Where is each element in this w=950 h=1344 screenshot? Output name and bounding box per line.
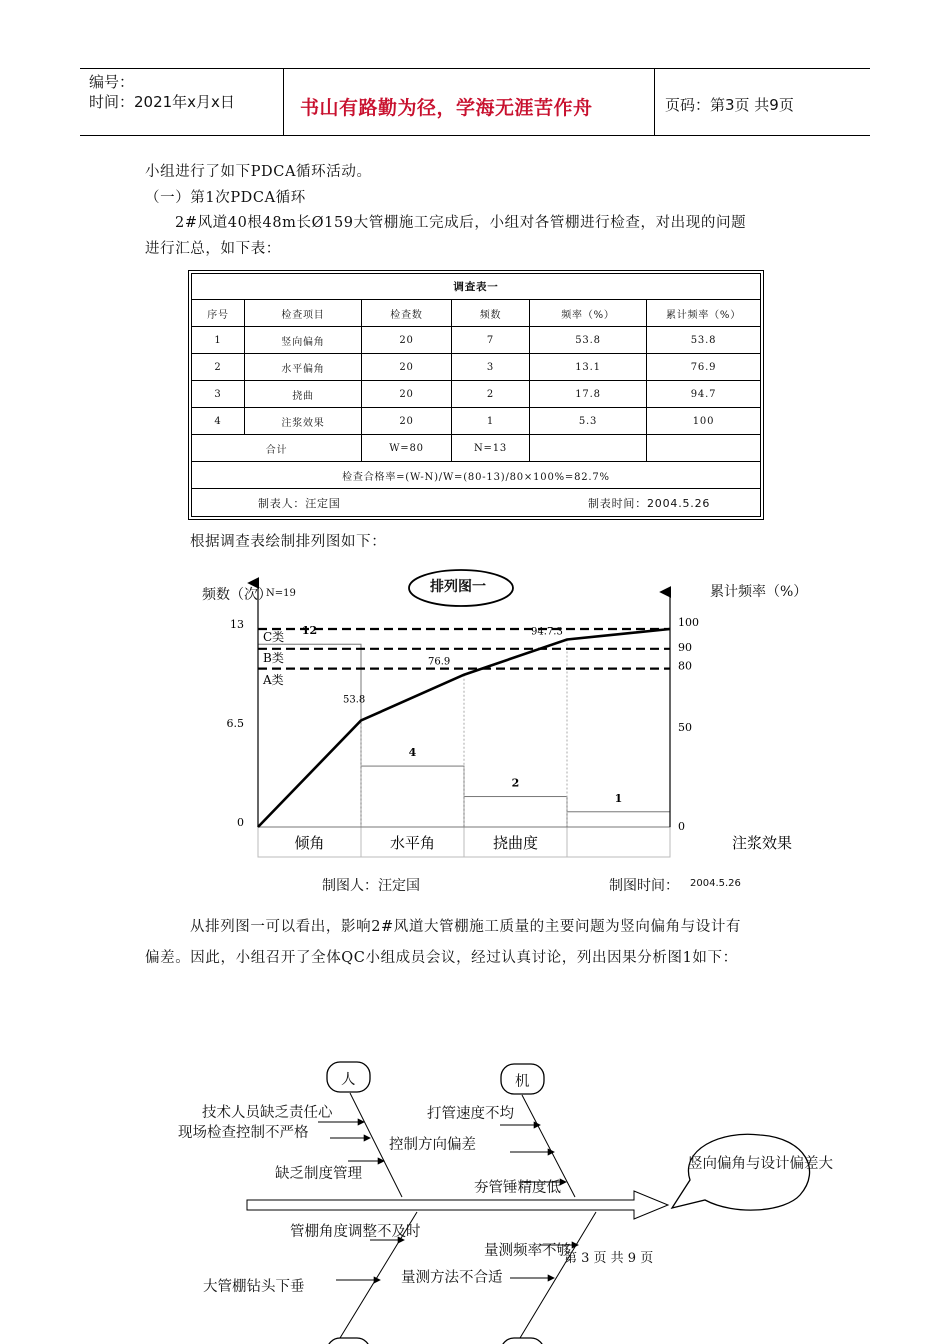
- header-number-label: 编号：: [89, 73, 135, 91]
- right-tick-label: 0: [678, 820, 685, 833]
- cause-label: 夯管锤精度低: [474, 1180, 561, 1196]
- table-cell: 水平偏角: [245, 354, 362, 381]
- cumulative-label: 53.8: [343, 694, 366, 706]
- cumulative-label: 76.9: [428, 656, 451, 668]
- cause-label: 缺乏制度管理: [275, 1166, 362, 1182]
- table-cell: 2: [452, 381, 530, 408]
- right-tick-label: 100: [678, 616, 699, 629]
- class-label: A类: [263, 673, 284, 687]
- category-label-machine: 机: [515, 1074, 530, 1090]
- table-cell: 20: [362, 354, 452, 381]
- paragraph-conclusion-2: 偏差。因此，小组召开了全体QC小组成员会议，经过认真讨论，列出因果分析图1如下：: [145, 950, 738, 966]
- left-tick-label: 6.5: [226, 717, 244, 730]
- table-cell: 竖向偏角: [245, 327, 362, 354]
- right-axis-label: 累计频率（%）: [710, 584, 808, 600]
- table-cell: 1: [192, 327, 245, 354]
- column-header: 频率（%）: [530, 300, 647, 327]
- table-cell: 3: [452, 354, 530, 381]
- table-cell: 7: [452, 327, 530, 354]
- effect-label: 竖向偏角与设计偏差大: [688, 1156, 833, 1172]
- category-label: 倾角: [294, 834, 325, 852]
- table-cell: 4: [192, 408, 245, 435]
- category-label: 注浆效果: [731, 834, 793, 852]
- table-cell: 5.3: [530, 408, 647, 435]
- class-label: B类: [263, 651, 284, 665]
- left-tick-label: 13: [230, 618, 244, 631]
- bar-value-label: 1: [614, 791, 623, 805]
- pass-rate: 检查合格率=(W-N)/W=(80-13)/80×100%=82.7%: [192, 462, 761, 489]
- bar-value-label: 2: [511, 776, 520, 790]
- page-footer-note: 第 3 页 共 9 页: [564, 1251, 654, 1266]
- bar-value-label: 12: [301, 624, 318, 638]
- table-cell: 13.1: [530, 354, 647, 381]
- column-header: 累计频率（%）: [647, 300, 761, 327]
- header-page-label: 页码：第3页 共9页: [665, 96, 794, 114]
- category-label: 水平角: [389, 834, 436, 852]
- right-tick-label: 80: [678, 659, 692, 673]
- cumulative-label: 94.7.3: [531, 626, 563, 638]
- category-box-bottom-left: [327, 1338, 370, 1344]
- paragraph-inspection-2: 进行汇总，如下表：: [145, 241, 281, 257]
- table-cell: 1: [452, 408, 530, 435]
- category-label: 挠曲度: [492, 834, 539, 852]
- fishbone-spine: [247, 1191, 668, 1219]
- table-cell: 挠曲: [245, 381, 362, 408]
- section-heading: （一）第1次PDCA循环: [145, 190, 306, 206]
- category-box-bottom-right: [501, 1338, 544, 1344]
- chart-made-time: 2004.5.26: [690, 878, 741, 889]
- left-tick-label: 0: [237, 816, 244, 829]
- table-cell: 2: [192, 354, 245, 381]
- table-cell: 注浆效果: [245, 408, 362, 435]
- table-cell: 20: [362, 408, 452, 435]
- chart-maker: 制图人：汪定国: [322, 878, 420, 894]
- cause-label: 打管速度不均: [427, 1106, 514, 1122]
- header-time-label: 时间：2021年x月x日: [89, 93, 235, 111]
- header-motto: 书山有路勤为径，学海无涯苦作舟: [300, 97, 593, 119]
- left-axis-label: 频数（次）: [202, 587, 272, 603]
- table-cell: 20: [362, 381, 452, 408]
- cause-label: 量测频率不够: [484, 1243, 571, 1259]
- total-label: 合计: [192, 435, 362, 462]
- cause-label: 管棚角度调整不及时: [290, 1224, 421, 1240]
- class-label: C类: [263, 630, 285, 644]
- table-cell: 94.7: [647, 381, 761, 408]
- cause-label: 量测方法不合适: [401, 1270, 503, 1286]
- cause-label: 技术人员缺乏责任心: [202, 1105, 333, 1121]
- table-cell: 20: [362, 327, 452, 354]
- cause-label: 现场检查控制不严格: [178, 1125, 309, 1141]
- chart-title: 排列图一: [430, 579, 486, 595]
- chart-made-time-label: 制图时间：: [609, 878, 679, 894]
- column-header: 频数: [452, 300, 530, 327]
- paragraph-intro: 小组进行了如下PDCA循环活动。: [145, 164, 372, 180]
- table-cell: 53.8: [530, 327, 647, 354]
- table-cell: 3: [192, 381, 245, 408]
- table-cell: 76.9: [647, 354, 761, 381]
- bar-value-label: 4: [408, 746, 417, 760]
- table-cell: 100: [647, 408, 761, 435]
- column-header: 检查项目: [245, 300, 362, 327]
- right-tick-label: 50: [678, 721, 692, 734]
- total-w: W=80: [362, 435, 452, 462]
- column-header: 序号: [192, 300, 245, 327]
- table-maker: 制表人：汪定国: [258, 497, 341, 510]
- cause-label: 大管棚钻头下垂: [203, 1279, 305, 1295]
- table-made-time: 制表时间：2004.5.26: [588, 497, 711, 510]
- cause-label: 控制方向偏差: [389, 1137, 476, 1153]
- right-tick-label: 90: [678, 640, 692, 654]
- category-label-person: 人: [341, 1072, 356, 1088]
- paragraph-inspection-1: 2#风道40根48m长Ø159大管棚施工完成后，小组对各管棚进行检查，对出现的问题: [175, 215, 747, 231]
- paragraph-conclusion-1: 从排列图一可以看出，影响2#风道大管棚施工质量的主要问题为竖向偏角与设计有: [190, 919, 742, 935]
- table-cell: 17.8: [530, 381, 647, 408]
- table-cell: 53.8: [647, 327, 761, 354]
- survey-table-title: 调查表一: [192, 274, 761, 300]
- total-n: N=13: [452, 435, 530, 462]
- bone-lower-right: [520, 1212, 596, 1338]
- n-label: N=19: [266, 588, 296, 599]
- column-header: 检查数: [362, 300, 452, 327]
- paragraph-pareto-intro: 根据调查表绘制排列图如下：: [190, 534, 387, 550]
